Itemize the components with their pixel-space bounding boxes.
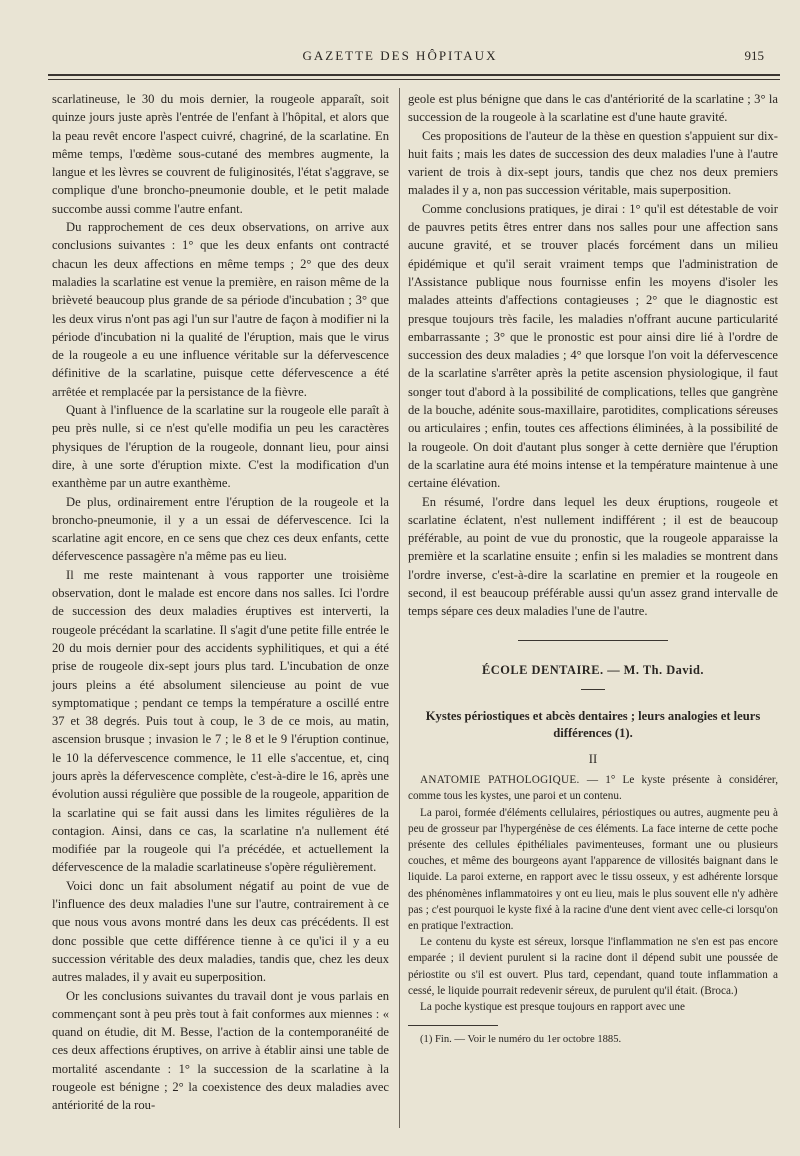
section-heading: ÉCOLE DENTAIRE. — M. Th. David. [482,662,704,677]
paragraph: Ces propositions de l'auteur de la thèse en question s'appuient sur dix-huit faits ; mais les dates de succession des deux maladies l'une à l'autre varient de trois à dix-sept jours, tandis que chez nos deux premiers malades il y a, non pas succession véritable, mais superposition. [408,128,778,198]
paragraph: La paroi, formée d'éléments cellulaires, périostiques ou autres, augmente peu à peu de grosseur par l'hypergénèse de ces éléments. La face interne de cette poche présente des cellules épithéliales pavimenteuses, formant une ou plusieurs couches, et même des bourgeons ayant l'apparence de villosités baignant dans le liquide. La paroi externe, en rapport avec le tissu osseux, y est adhérente lorsque des phénomènes inflammatoires y ont eu lieu, mais le plus souvent elle n'y adhère pas ; c'est pourquoi le kyste fixé à la racine d'une dent vient avec celle-ci lorsqu'on en pratique l'extraction. [408,806,778,933]
left-column [52,90,389,1115]
paragraph: Or les conclusions suivantes du travail dont je vous parlais en commençant sont à peu près tout à fait conformes aux miennes : « quand on étudie, dit M. Besse, l'action de la contemporanéité de ces deux affections éruptives, on arrive à établir ainsi une table de mortalité ascendante : 1° la succession de la scarlatine à la rougeole est bénigne ; 2° la coexistence des deux maladies avec antériorité de la rou- [52,988,389,1113]
paragraph: Comme conclusions pratiques, je dirai : 1° qu'il est détestable de voir de pauvres petits êtres entrer dans nos salles pour une affection sans aucune gravité, et se trouver placés forcément dans un milieu épidémique et qu'il serait vraiment temps que l'administration de l'Assistance publique nous fournisse enfin les moyens d'isoler les malades atteints d'affections contagieuses ; 2° que le diagnostic est presque toujours très facile, les maladies n'offrant aucune particularité embarrassante ; 3° que le pronostic est pour ainsi dire lié à l'ordre de succession des deux maladies ; 4° que lorsque l'on voit la défervescence de la scarlatine s'arrêter après la petite ascension physiologique, il faut songer tout d'abord à la possibilité de complications, telles que gangrène de la bouche, adénite sous-maxillaire, parotidites, complications séreuses ou articulaires ; enfin, toutes ces affections éliminées, à la possibilité de la rougeole. On doit d'autant plus songer à cette dernière que l'éruption de la scarlatine aura été moins intense et la température maintenue à une certaine élévation. [408,201,778,491]
article-lead: ANATOMIE PATHOLOGIQUE. [420,774,580,787]
article-body [408,772,778,1048]
paragraph: Quant à l'influence de la scarlatine sur la rougeole elle paraît à peu près nulle, si ce n'est qu'elle modifia un peu les caractères physiques de l'éruption de la rougeole, donnant lieu, pour ainsi dire, à une sorte d'éruption mixte. C'est la modification d'un exanthème par un autre exanthème. [52,403,389,491]
paragraph: En résumé, l'ordre dans lequel les deux éruptions, rougeole et scarlatine éclatent, n'est nullement indifférent ; il est de beaucoup préférable, au point de vue du pronostic, que la rougeole apparaisse la première et la scarlatine ensuite ; enfin si les maladies se montrent dans l'ordre inverse, c'est-à-dire la scarlatine en premier et la rougeole en second, il est beaucoup préférable aussi qu'un assez grand intervalle de temps sépare ces deux maladies l'une de l'autre. [408,494,778,619]
paragraph: scarlatineuse, le 30 du mois dernier, la rougeole apparaît, soit quinze jours juste après l'entrée de l'enfant à l'hôpital, et alors que la peau revêt encore l'aspect cuivré, chagriné, de la scarlatine. En même temps, l'œdème sous-cutané des membres augmente, la langue et les lèvres se couvrent de fuliginosités, l'état s'aggrave, se complique d'une broncho-pneumonie double, et le petit malade succombe aussi comme l'autre enfant. [52,92,389,216]
column-divider [399,88,400,1128]
paragraph: Il me reste maintenant à vous rapporter une troisième observation, dont le malade est encore dans nos salles. Ici l'ordre de succession des deux maladies éruptives est interverti, la rougeole précédant la scarlatine. Il s'agit d'une petite fille entrée le 20 du mois dernier pour des accidents syphilitiques, et qui a été prise de rougeole dix-sept jours plus tard. L'incubation de onze jours pleins a été absolument silencieuse au point de vue symptomatique ; pendant ce temps la température a oscillé entre 37 et 38 degrés. Puis tout à coup, le 3 de ce mois, au matin, ascension brusque ; invasion le 7 ; le 8 et le 9 l'éruption continue, le 10 la défervescence commence, le 11 elle s'accentue, et, cinq jours après la défervescence complète, c'est-à-dire le 16, après une évolution aussi régulière que possible de la rougeole, apparition de la scarlatine qui se fait aussi dans les limites régulières de la contagion. Ainsi, dans ce cas, la scarlatine n'a nullement été modifiée par la rougeole qui l'a précédée, et actuellement la défervescence de la maladie scarlatineuse s'opère régulièrement. [52,567,389,875]
section-number: II [588,751,598,766]
paragraph: geole est plus bénigne que dans le cas d'antériorité de la scarlatine ; 3° la succession de la rougeole à la scarlatine est d'une haute gravité. [408,92,778,125]
footnote-rule [408,1025,498,1026]
footnote: (1) Fin. — Voir le numéro du 1er octobre 1885. [420,1034,622,1046]
article-first-text: — 1° Le kyste présente à considérer, comme tous les kystes, une paroi et un contenu. [408,774,778,803]
page-number: 915 [744,48,764,63]
short-rule [581,689,605,690]
article-title: Kystes périostiques et abcès dentaires ; leurs analogies et leurs différences (1). [425,708,761,740]
running-title: GAZETTE DES HÔPITAUX [302,48,498,63]
paragraph: Du rapprochement de ces deux observations, on arrive aux conclusions suivantes : 1° que les deux enfants ont contracté chacun les deux affections en même temps ; 2° que des deux maladies la scarlatine est venue la première, en raison même de la brièveté beaucoup plus grande de sa période d'incubation ; 3° que les deux virus n'ont pas agi l'un sur l'autre de façon à modifier ni la période d'incubation ni la qualité de l'éruption, mais que le virus de la rougeole a eu une influence véritable sur la défervescence définitive de la scarlatine, puisque cette défervescence a été arrêtée et remplacée par la persistance de la fièvre. [52,220,389,399]
right-column [408,90,778,1048]
paragraph: La poche kystique est presque toujours en rapport avec une [420,1001,685,1014]
section-separator [408,637,778,643]
paragraph: Le contenu du kyste est séreux, lorsque l'inflammation ne s'en est pas encore emparée ; il devient purulent si la racine dont il dépend subit une poussée de périostite ou s'il est ouvert. Plus tard, cependant, quand toute inflammation a cessé, le liquide pourrait redevenir séreux, de purulent qu'il était. (Broca.) [408,936,778,997]
paragraph: Voici donc un fait absolument négatif au point de vue de l'influence des deux maladies l'une sur l'autre, contrairement à ce que nous vous avons montré dans les deux cas précédents. Il est donc possible que cette différence tienne à ce qu'ici il y a eu succession véritable des deux maladies, tandis que, chez les deux autres malades, il y avait eu superposition. [52,878,389,985]
paragraph [408,772,778,804]
paragraph: De plus, ordinairement entre l'éruption de la rougeole et la broncho-pneumonie, il y a un essai de défervescence. Ici la scarlatine agit encore, en ce sens que chez ces deux enfants, cette défervescence passagère n'a même pas eu lieu. [52,494,389,564]
header-rule-thin [48,79,780,80]
header-rule [48,74,780,76]
